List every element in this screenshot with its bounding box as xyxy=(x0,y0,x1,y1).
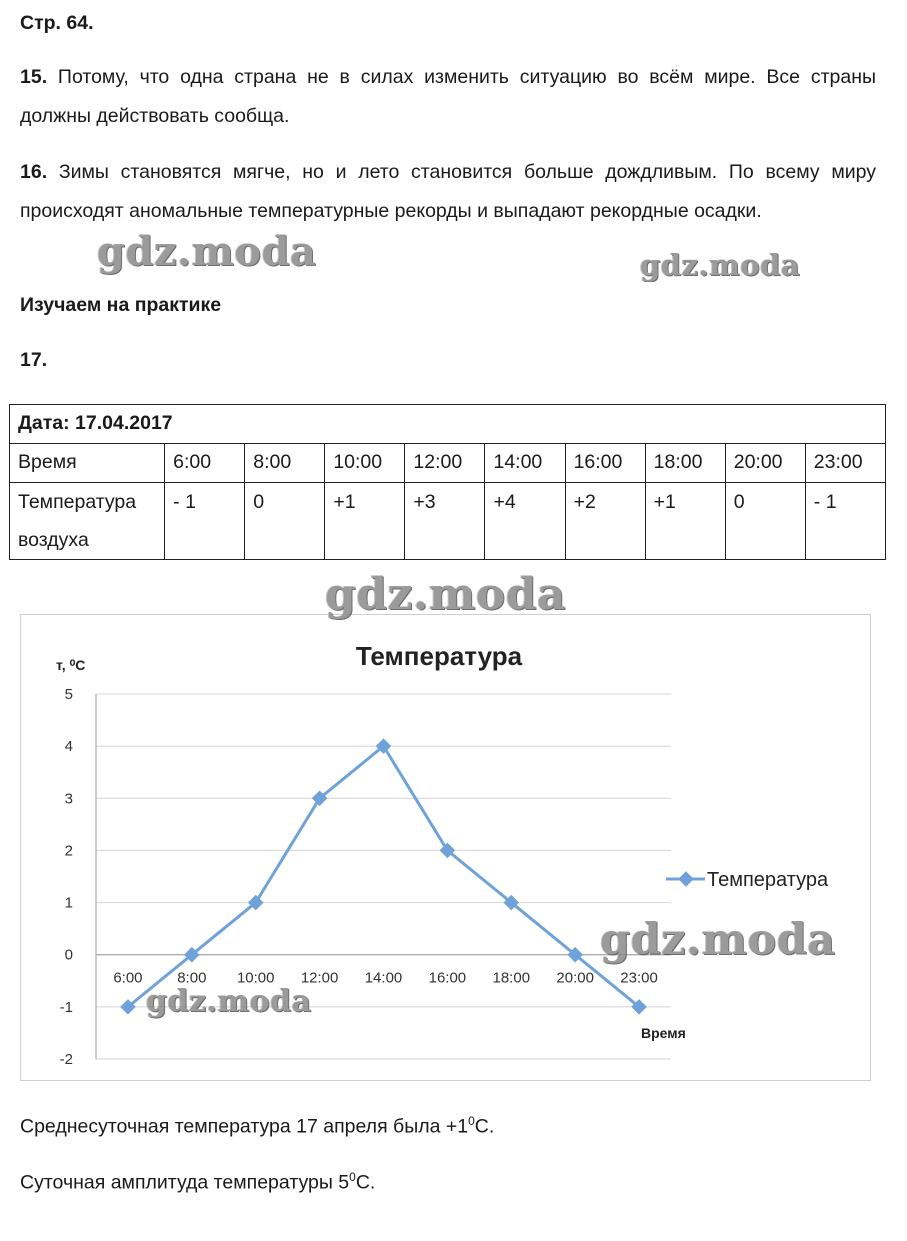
y-tick-label: 1 xyxy=(64,894,73,912)
table-time-cell: 8:00 xyxy=(245,444,325,483)
x-tick-label: 18:00 xyxy=(492,969,531,987)
y-tick-label: 2 xyxy=(64,842,73,860)
table-temp-cell: +4 xyxy=(485,483,565,560)
answer-15-number: 15. xyxy=(20,66,48,88)
table-temp-label-line1: Температура xyxy=(18,491,137,513)
x-tick-label: 23:00 xyxy=(620,969,658,987)
answer-16-number: 16. xyxy=(20,161,48,183)
watermark: gdz.moda xyxy=(97,228,317,275)
y-tick-label: 4 xyxy=(64,738,73,756)
answer-16-text: Зимы становятся мягче, но и лето становится больше дождливым. По всему миру происходят аномальные температурные рекорды и выпадают рекордные осадки. xyxy=(20,161,876,222)
y-tick-label: 3 xyxy=(64,790,73,808)
table-time-cell: 23:00 xyxy=(805,444,885,483)
table-date-cell: Дата: 17.04.2017 xyxy=(10,405,886,444)
table-temp-cell: +2 xyxy=(565,483,645,560)
table-temp-cell: +3 xyxy=(405,483,485,560)
watermark: gdz.moda xyxy=(325,569,567,620)
average-temperature-degree: 0 xyxy=(468,1114,475,1128)
amplitude-text xyxy=(20,1162,375,1198)
table-temp-cell: 0 xyxy=(725,483,805,560)
x-tick-label: 6:00 xyxy=(113,969,143,987)
table-temp-cell: 0 xyxy=(245,483,325,560)
table-date-row xyxy=(10,405,886,444)
table-temp-row xyxy=(10,483,886,560)
amplitude-degree: 0 xyxy=(349,1170,356,1184)
table-temp-label-line2: воздуха xyxy=(18,529,89,551)
page-reference: Стр. 64. xyxy=(20,12,94,34)
average-temperature-main: Среднесуточная температура 17 апреля была +1 xyxy=(20,1115,469,1138)
series-line xyxy=(128,746,639,1007)
amplitude-main: Суточная амплитуда температуры 5 xyxy=(20,1171,350,1194)
answer-16 xyxy=(20,153,876,231)
watermark: gdz.moda xyxy=(640,248,801,282)
answer-15-text: Потому, что одна страна не в силах изменить ситуацию во всём мире. Все страны должны действовать сообща. xyxy=(20,66,876,127)
table-temp-cell: - 1 xyxy=(805,483,885,560)
table-temp-cell: +1 xyxy=(645,483,725,560)
y-tick-label: -2 xyxy=(59,1051,73,1068)
x-axis-label: Время xyxy=(641,1025,686,1041)
answer-15 xyxy=(20,58,876,136)
legend-label: Температура xyxy=(707,869,829,891)
y-axis-label: т, ⁰С xyxy=(56,657,86,673)
answer-17-number: 17. xyxy=(20,349,48,371)
chart-title: Температура xyxy=(355,641,523,671)
watermark: gdz.moda xyxy=(146,984,312,1019)
table-time-cell: 10:00 xyxy=(325,444,405,483)
y-tick-label: -1 xyxy=(59,998,73,1016)
x-tick-label: 10:00 xyxy=(236,969,275,987)
table-time-cell: 6:00 xyxy=(165,444,245,483)
x-tick-label: 8:00 xyxy=(177,969,207,987)
table-temp-cell: +1 xyxy=(325,483,405,560)
average-temperature-text xyxy=(20,1106,494,1142)
y-tick-label: 0 xyxy=(64,946,73,964)
temperature-table xyxy=(9,404,886,560)
table-time-label: Время xyxy=(10,444,165,483)
table-time-cell: 12:00 xyxy=(405,444,485,483)
legend-marker xyxy=(678,871,694,887)
table-time-cell: 18:00 xyxy=(645,444,725,483)
table-temp-label xyxy=(10,483,165,560)
x-tick-label: 16:00 xyxy=(428,969,467,987)
watermark: gdz.moda xyxy=(600,915,836,965)
section-title: Изучаем на практике xyxy=(20,294,222,316)
table-time-cell: 16:00 xyxy=(565,444,645,483)
x-tick-label: 20:00 xyxy=(556,969,594,987)
table-time-cell: 14:00 xyxy=(485,444,565,483)
x-tick-label: 14:00 xyxy=(364,969,403,987)
table-time-row xyxy=(10,444,886,483)
y-tick-label: 5 xyxy=(64,686,73,703)
x-tick-label: 12:00 xyxy=(300,969,339,987)
average-temperature-unit: С. xyxy=(474,1115,495,1138)
chart-legend xyxy=(666,869,829,891)
amplitude-unit: С. xyxy=(355,1171,376,1194)
table-temp-cell: - 1 xyxy=(165,483,245,560)
table-time-cell: 20:00 xyxy=(725,444,805,483)
